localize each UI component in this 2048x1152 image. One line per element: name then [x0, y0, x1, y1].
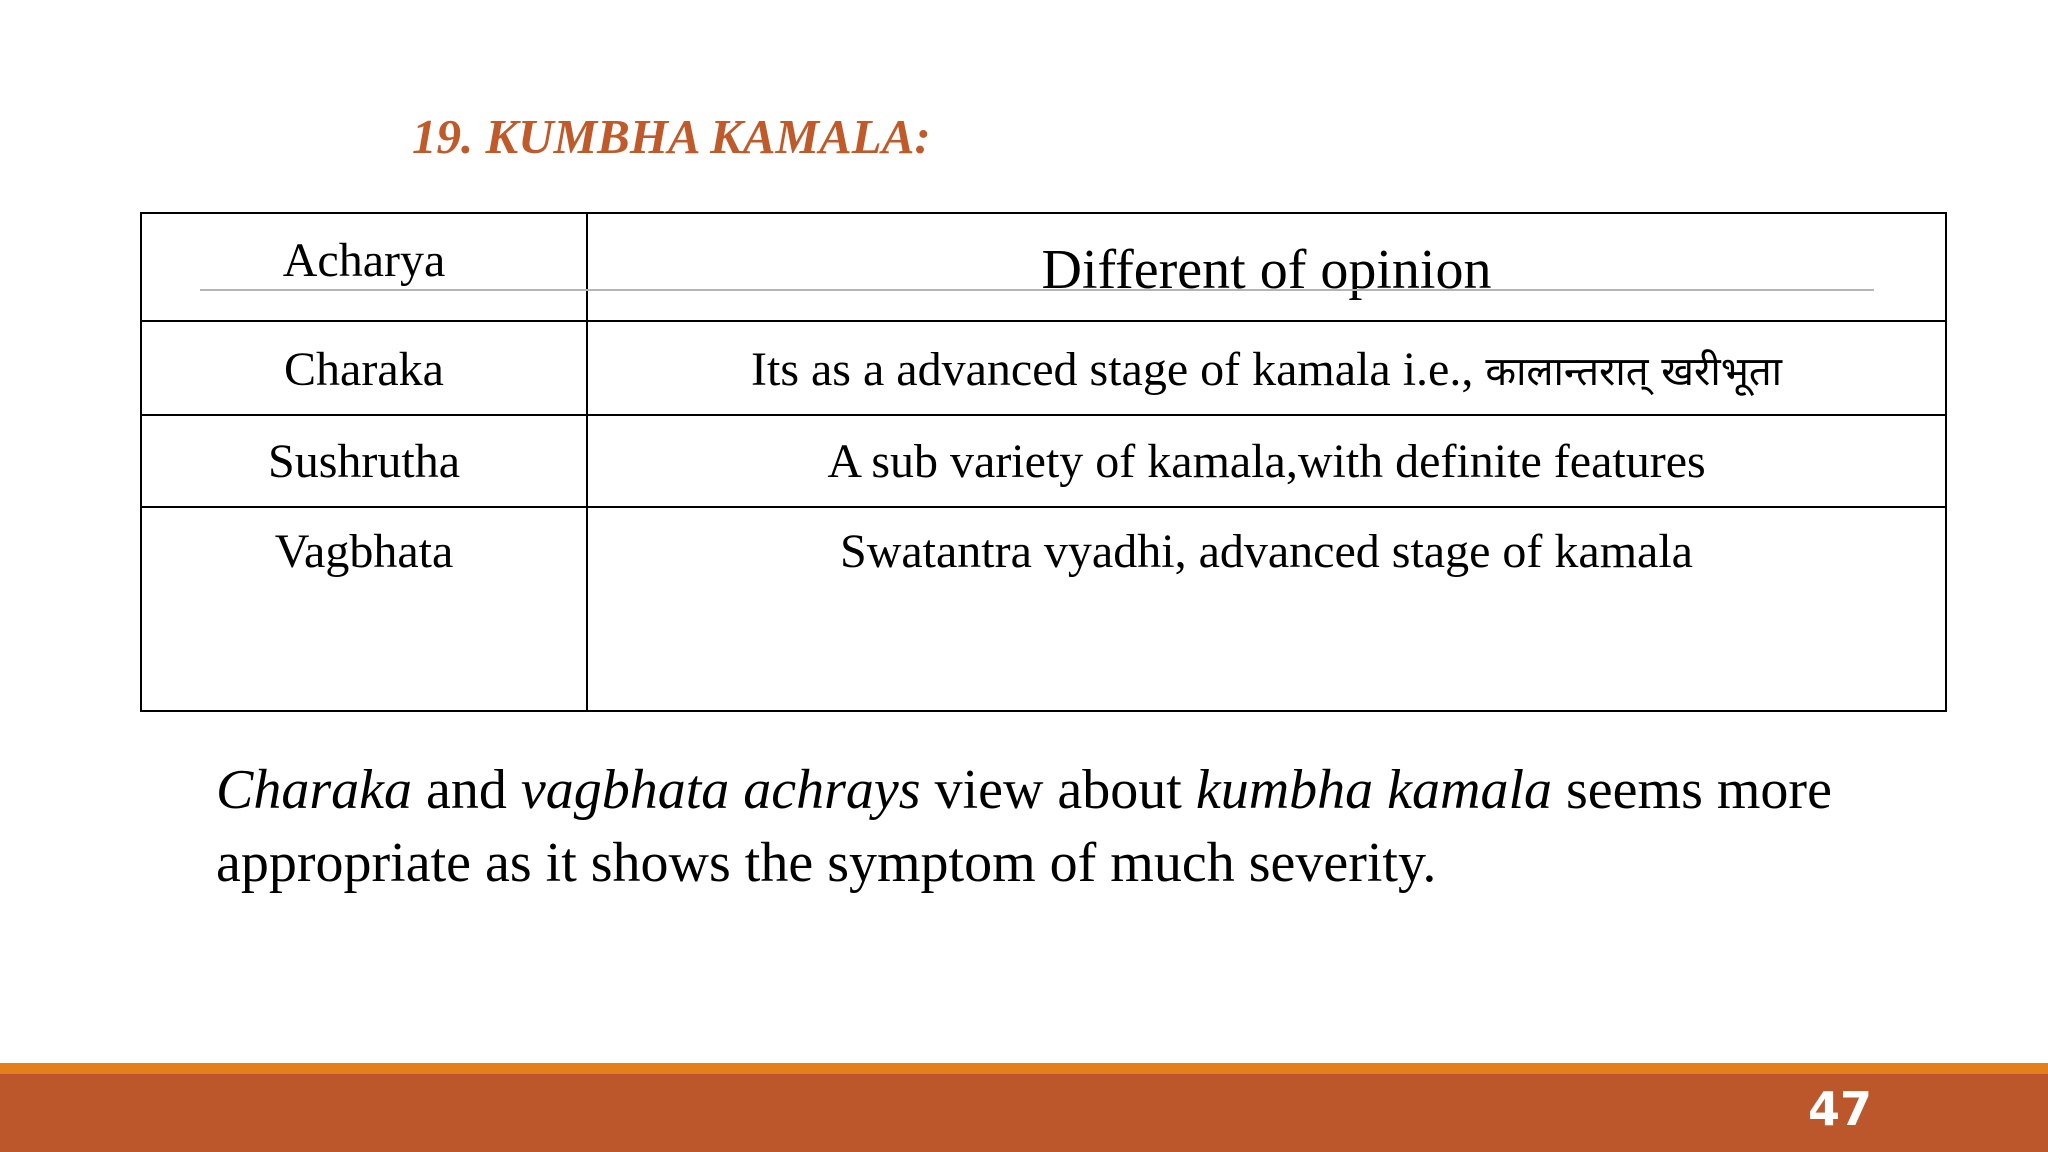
opinion-cell: A sub variety of kamala,with definite features	[587, 415, 1946, 507]
opinion-text: Its as a advanced stage of kamala i.e.,	[751, 342, 1486, 396]
summary-kumbha-kamala: kumbha kamala	[1195, 759, 1553, 821]
summary-text: seems more appropriate as it shows the symptom of much severity.	[216, 759, 1832, 894]
header-acharya-label: Acharya	[282, 233, 446, 287]
opinion-cell	[587, 321, 1946, 415]
summary-text: and	[412, 759, 521, 821]
summary-text: view about	[920, 759, 1196, 821]
footer-bar	[0, 1074, 2048, 1152]
header-cell-acharya	[141, 213, 587, 321]
header-cell-opinion	[587, 213, 1946, 321]
opinion-cell	[587, 507, 1946, 711]
table-row	[141, 321, 1946, 415]
summary-vagbhata: vagbhata achrays	[520, 759, 921, 821]
header-underline-divider	[200, 289, 1874, 291]
acharya-cell	[141, 507, 587, 711]
summary-paragraph	[216, 754, 1916, 900]
table-row	[141, 507, 1946, 711]
opinion-table	[140, 212, 1947, 712]
acharya-cell: Sushrutha	[141, 415, 587, 507]
table-header-row	[141, 213, 1946, 321]
opinion-text: Swatantra vyadhi, advanced stage of kamala	[840, 525, 1693, 578]
footer-accent-line	[0, 1063, 2048, 1074]
sanskrit-text: कालान्तरात् खरीभूता	[1485, 348, 1782, 395]
table-row	[141, 415, 1946, 507]
acharya-cell: Charaka	[141, 321, 587, 415]
summary-charaka: Charaka	[216, 759, 412, 821]
acharya-text: Vagbhata	[274, 525, 454, 578]
slide-title: 19. KUMBHA KAMALA:	[412, 109, 931, 164]
page-number: 47	[1808, 1082, 1873, 1136]
header-opinion-label: Different of opinion	[1041, 239, 1492, 301]
